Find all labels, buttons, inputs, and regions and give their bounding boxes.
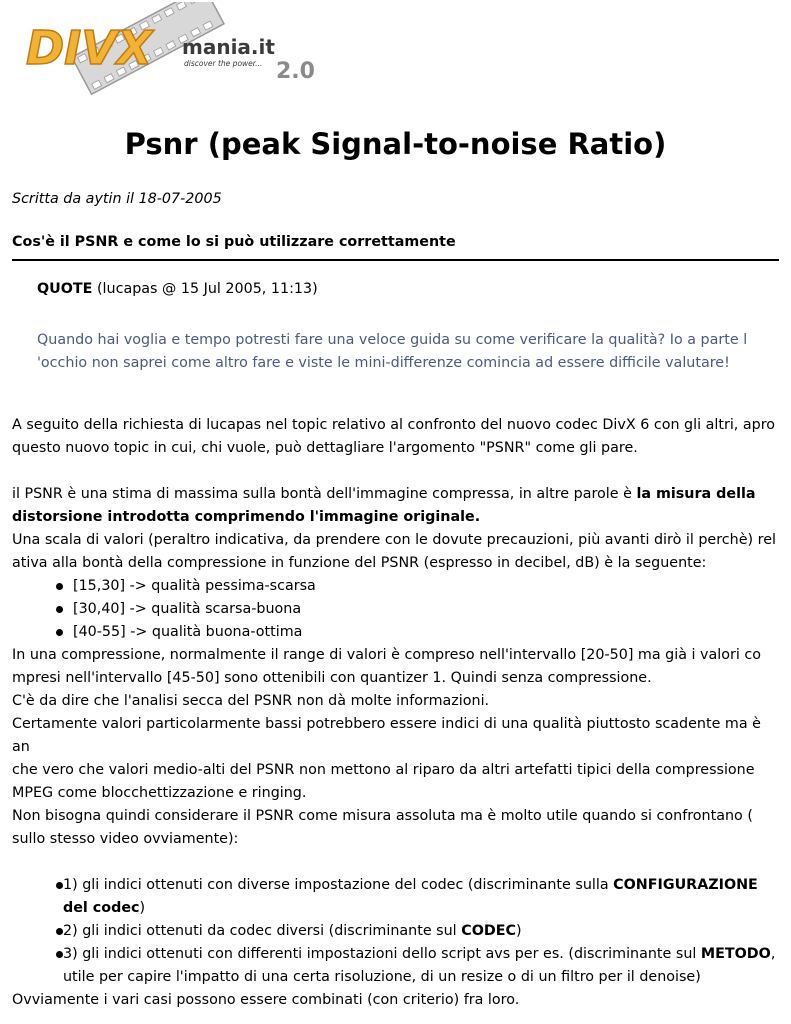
list-item: [40-55] -> qualità buona-ottima [12,621,782,644]
header-divider [12,259,779,261]
quote-header [37,278,318,301]
range-line: Non bisogna quindi considerare il PSNR come misura assoluta ma è molto utile quando si confrontano ( [12,808,753,824]
scale-line: ativa alla bontà della compressione in funzione del PSNR (espresso in decibel, dB) è la seguente: [12,555,707,571]
range-line: che vero che valori medio-alti del PSNR non mettono al riparo da altri artefatti tipici della compressione [12,762,755,778]
list-item: [30,40] -> qualità scarsa-buona [12,598,782,621]
list-item: 1) gli indici ottenuti con diverse impostazione del codec (discriminante sulla CONFIGURAZIONE del codec) [12,874,782,920]
scale-line: Una scala di valori (peraltro indicativa, da prendere con le dovute precauzioni, più avanti dirò il perchè) rel [12,532,776,548]
article-title: Psnr (peak Signal-to-noise Ratio) [124,127,667,161]
article-byline: Scritta da aytin il 18-07-2005 [12,191,222,207]
divxmania-logo-graphic [20,2,320,97]
range-line: sullo stesso video ovviamente): [12,831,239,847]
closing-line: Ovviamente i vari casi possono essere combinati (con criterio) fra loro. [12,992,520,1008]
psnr-definition: il PSNR è una stima di massima sulla bontà dell'immagine compressa, in altre parole è la misura della [12,486,756,502]
logo-site-text: mania.it [182,35,275,59]
quote-attribution: (lucapas @ 15 Jul 2005, 11:13) [92,281,318,297]
logo-version: 2.0 [276,59,315,84]
article-subtitle: Cos'è il PSNR e come lo si può utilizzare correttamente [12,234,456,250]
range-line: MPEG come blocchettizzazione e ringing. [12,785,307,801]
intro-line: questo nuovo topic in cui, chi vuole, può dettagliare l'argomento "PSNR" come gli pare. [12,440,638,456]
psnr-scale-list [12,575,782,644]
psnr-definition-highlight: la misura della [636,486,756,502]
range-line: C'è da dire che l'analisi secca del PSNR non dà molte informazioni. [12,693,490,709]
article-body [12,414,782,1012]
quote-line: 'occhio non saprei come altro fare e viste le mini-differenze comincia ad essere difficile valutare! [37,355,730,371]
quote-body [37,329,757,375]
psnr-definition-highlight: distorsione introdotta comprimendo l'immagine originale. [12,509,481,525]
range-line: mpresi nell'intervallo [45-50] sono ottenibili con quantizer 1. Quindi senza compressione. [12,670,652,686]
list-item: 3) gli indici ottenuti con differenti impostazioni dello script avs per es. (discriminante sul METODO, utile per capire l'impatto di una certa risoluzione, di un resize o di un filtro per il denoise) [12,943,782,989]
range-line: Certamente valori particolarmente bassi potrebbero essere indici di una qualità piuttosto scadente ma è an [12,716,761,755]
site-logo[interactable] [20,2,320,97]
quote-line: Quando hai voglia e tempo potresti fare una veloce guida su come verificare la qualità? Io a parte l [37,332,748,348]
range-line: In una compressione, normalmente il range di valori è compreso nell'intervallo [20-50] ma già i valori co [12,647,761,663]
logo-brand-text: DIVX [26,21,153,75]
quote-label: QUOTE [37,281,93,297]
logo-tagline: discover the power... [184,59,263,68]
list-item: [15,30] -> qualità pessima-scarsa [12,575,782,598]
intro-line: A seguito della richiesta di lucapas nel topic relativo al confronto del nuovo codec DivX 6 con gli altri, apro [12,417,776,433]
list-item: 2) gli indici ottenuti da codec diversi (discriminante sul CODEC) [12,920,782,943]
comparison-cases-list [12,874,782,989]
